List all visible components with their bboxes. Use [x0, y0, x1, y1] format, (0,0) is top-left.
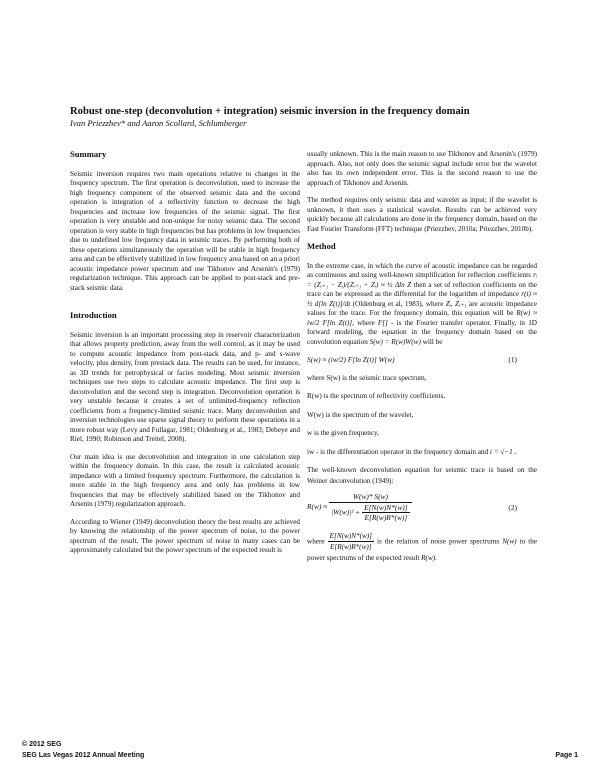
method-paragraph-1: [307, 262, 537, 348]
method-text: to the power spectrums of the expected result: [307, 537, 538, 562]
equation-2-lhs: R(w) ≈: [307, 501, 328, 511]
method-text: In the extreme case, in which the curve of acoustic impedance can be regarded as continuous and using well-known simplification for reflection coefficients: [307, 261, 537, 279]
left-column: [70, 150, 300, 564]
summary-text: Seismic inversion requires two main operations relative to changes in the frequency spectrum. The first operation is deconvolution, used to increase the high frequency component of the observed seismic data and the second operation is integration of a reflectivity function to decrease the high frequencies and increase low frequencies of the seismic signal. The first operation is very unstable and non-unique for noisy seismic data. The second operation is very stable in high frequencies but has problems in low frequencies due to undefined low frequency data in seismic traces. By performing both of these operations simultaneously the operation will be stable in high frequency area and can be effectively stabilized in low frequency area based on an a priori acoustic impedance power spectrum and use Tikhonov and Arsenin's (1979) regularization technique. This approach can be applied to post-stack and pre-stack seismic data.: [70, 169, 300, 292]
reflection-coefficient-formula: rᵢ = (Zᵢ₊₁ − Zᵢ)/(Zᵢ₊₁ + Zᵢ) ≈ ½ Δln Z: [307, 271, 538, 289]
method-heading: Method: [307, 241, 336, 251]
noise-relation-fraction: [328, 531, 374, 553]
intro-paragraph-4: usually unknown. This is the main reason to use Tikhonov and Arsenin's (1979) approach. Also, not only does the seismic signal include error but the wavelet also has its own independent error. This is the second reason to use the approach of Tikhonov and Arsenin.: [307, 150, 537, 187]
log-impedance-formula: r(t) ≈ ½ d[ln Z(t)]/dt: [307, 290, 537, 308]
method-text: will be: [422, 337, 443, 346]
noise-ratio-numerator: E[N(w)N*(w)]: [364, 502, 408, 512]
noise-relation-text: [307, 531, 537, 564]
equation-1-number: (1): [508, 355, 517, 364]
equation-2-body: [307, 492, 412, 523]
noise-spectrum-symbol: N(w): [502, 537, 517, 546]
imaginary-unit: i = √−1 .: [489, 447, 517, 456]
definition-frequency: w is the given frequency,: [307, 429, 379, 437]
method-text: where: [307, 537, 325, 546]
definition-seismic-spectrum: where S(w) is the seismic trace spectrum,: [307, 373, 427, 382]
paper-authors: Ivan Priezzhev* and Aaron Scollard, Schlumberger: [70, 118, 247, 128]
deconvolution-intro: The well-known deconvolution equation for seismic trace is based on the Weiner deconvolution (1949):: [307, 466, 537, 485]
equation-2-number: (2): [508, 502, 517, 512]
intro-paragraph-3: According to Wiener (1949) deconvolution theory the best results are achieved by knowing the relationship of the power spectrum of noise, to the power spectrum of the result. The power spectrum of noise in many cases can be approximately calculated but the power spectrum of the expected result is: [70, 517, 300, 554]
noise-relation-numerator: E[N(w)N*(w)]: [328, 531, 374, 543]
equation-1: [307, 355, 537, 365]
result-spectrum-symbol: R(w).: [421, 553, 437, 562]
definition-differentiation: [307, 447, 537, 458]
page-number: Page 1: [555, 752, 578, 759]
summary-heading: Summary: [70, 149, 107, 159]
frequency-domain-formula: R(w) ≈ iw/2 F[ln Z(t)]: [307, 309, 538, 327]
meeting-footer: SEG Las Vegas 2012 Annual Meeting: [22, 752, 145, 759]
equation-1-body: S(w) ≈ (iw/2) F[ln Z(t)] W(w): [307, 355, 395, 364]
noise-ratio-denominator: E[R(w)R*(w)]: [364, 513, 408, 522]
copyright-footer: © 2012 SEG: [22, 741, 62, 748]
equation-2-fraction: [329, 492, 412, 523]
method-text: then a set of reflection coefficients on the trace can be expressed as the differential for the logarithm of impedance: [307, 280, 537, 298]
equation-2-numerator: W(w)* S(w): [329, 492, 412, 503]
method-text: iw - is the differentiation operator in the frequency domain and: [307, 447, 489, 456]
method-text: - is the Fourier transfer operator. Finally, in 1D forward modeling, the equation in the frequency domain based on the convolution equation: [307, 318, 537, 346]
method-text: (Oldenburg et al, 1983), where: [352, 299, 444, 308]
method-text: , where: [352, 318, 375, 327]
definition-reflectivity-spectrum: R(w) is the spectrum of reflectivity coefficients,: [307, 392, 446, 400]
fourier-operator-symbol: F[]: [377, 318, 388, 327]
intro-paragraph-5: The method requires only seismic data and wavelet as input; if the wavelet is unknown, it then uses a statistical wavelet. Results can be achieved very quickly because all calculations are done in the frequency domain, based on the Fast Fourier Transform (FFT) technique (Priezzhev, 2010a; Priezzhev, 2010b).: [307, 196, 537, 233]
definition-wavelet-spectrum: W(w) is the spectrum of the wavelet,: [307, 410, 414, 419]
equation-2: [307, 492, 537, 523]
method-text: is the relation of noise power spectrums: [377, 537, 500, 546]
convolution-formula: S(w) = R(w)W(w): [369, 337, 421, 346]
equation-2-denominator-term: |W(w)|² +: [331, 507, 361, 517]
paper-title: Robust one-step (deconvolution + integration) seismic inversion in the frequency domain: [70, 106, 470, 117]
method-text: are acoustic impedance values for the trace. For the frequency domain, this equation will be: [307, 299, 538, 317]
equation-2-noise-ratio: [362, 503, 410, 523]
intro-paragraph-2: Our main idea is use deconvolution and integration in one calculation step within the frequency domain. In this case, the result is calculated acoustic impedance with a limited frequency spectrum. Furthermore, the calculation is more stable in the high frequency area and only has problems in low frequencies that may be effectively stabilized based on the Tikhonov and Arsenin (1979) regularization approach.: [70, 452, 300, 508]
right-column: [307, 150, 537, 571]
noise-relation-denominator: E[R(w)R*(w)]: [330, 543, 372, 551]
introduction-heading: Introduction: [70, 310, 117, 320]
intro-paragraph-1: Seismic inversion is an important processing step in reservoir characterization that allows property prediction, away from the well control, as it may be used to compute acoustic impedance from post-stack data, and p- and s-wave velocity, plus density, from prestack data. The results can be used, for instance, as 3D trends for petrophysical or facies modeling. Most seismic inversion techniques use two steps to calculate acoustic impedance. The first step is deconvolution and the second step is integration. Deconvolution operation is very unstable because it creates a set of unlimited-frequency reflection coefficients from a frequency-limited seismic trace. Many deconvolution and inversion technologies use sparse signal theory to perform these operations in a more robust way (Levy and Fullagar, 1981; Oldenburg et al., 1983; Debeye and Riel, 1990; Robinson and Treitel, 2008).: [70, 330, 300, 443]
equation-2-denominator: [329, 503, 412, 523]
impedance-symbol: Zᵢ, Zᵢ₊₁: [445, 299, 467, 308]
